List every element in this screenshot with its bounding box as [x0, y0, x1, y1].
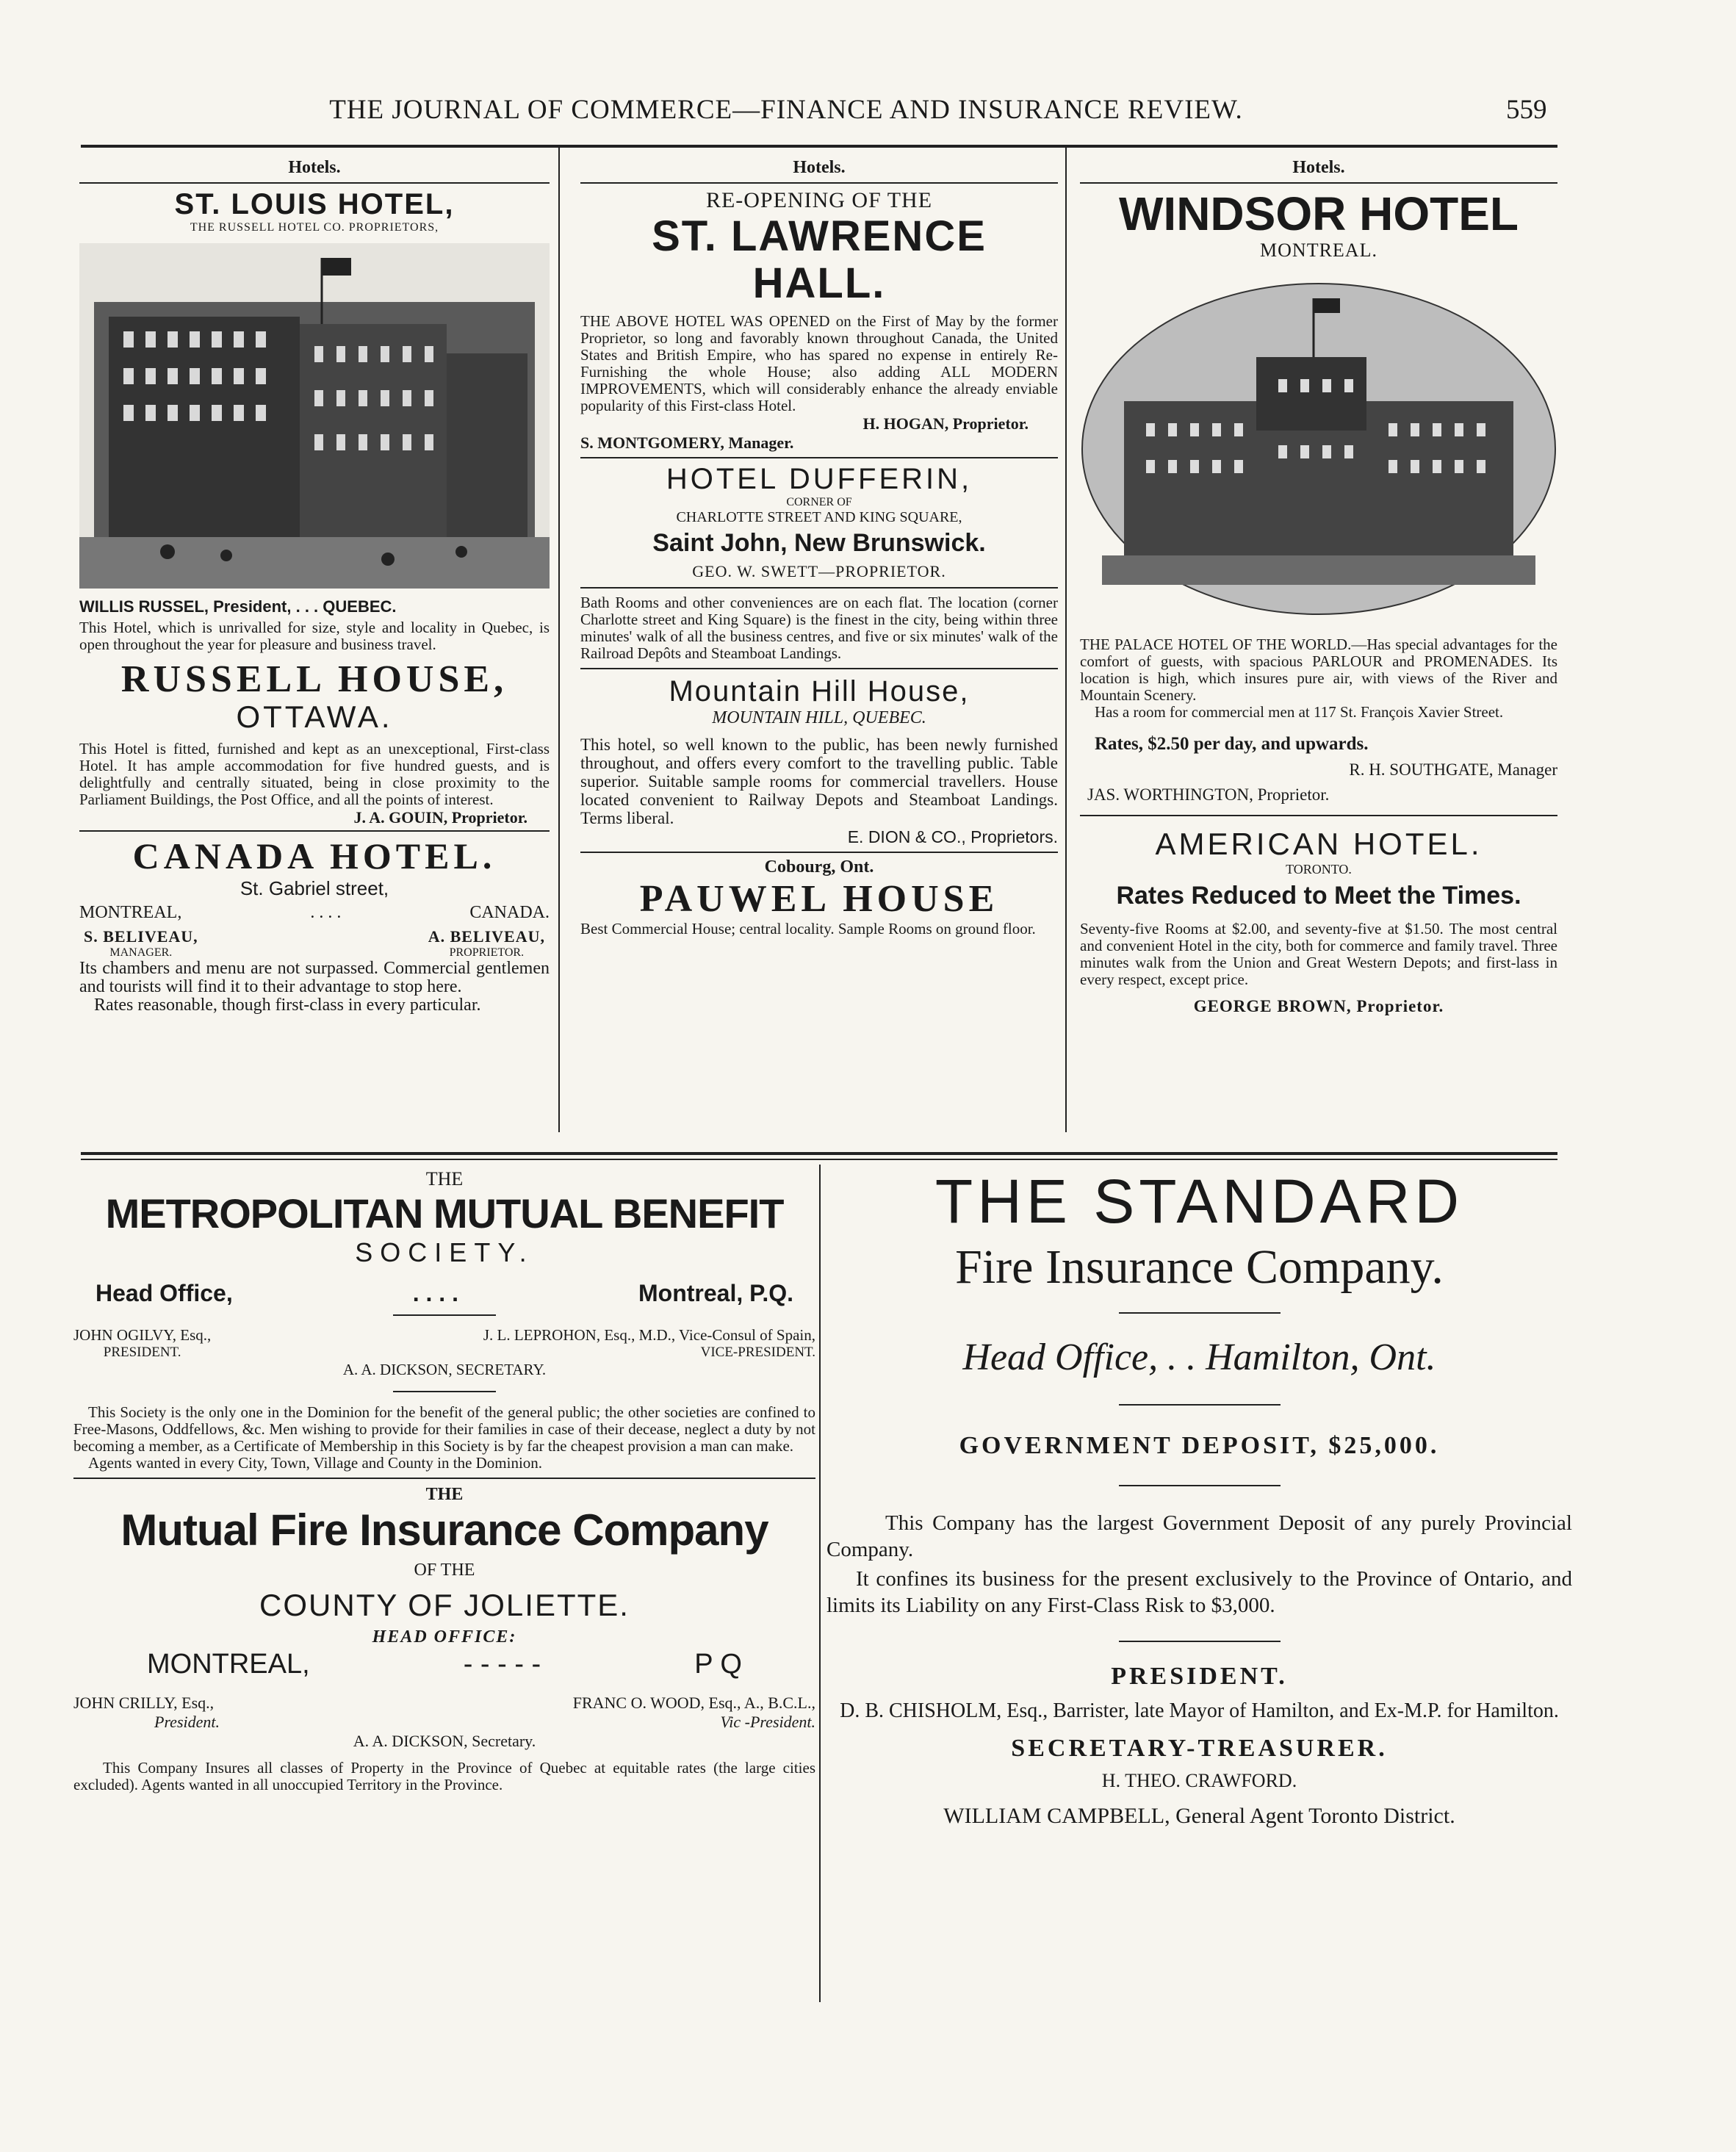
mountain-proprietor: E. DION & CO., Proprietors. — [847, 827, 1058, 846]
windsor-title: WINDSOR HOTEL — [1119, 187, 1519, 240]
rule — [73, 1478, 815, 1479]
rule — [580, 457, 1058, 458]
russell-proprietor: J. A. GOUIN, Proprietor. — [353, 808, 527, 827]
dufferin-city: Saint John, New Brunswick. — [652, 529, 986, 557]
metropolitan-vp-name: J. L. LEPROHON, Esq., M.D., Vice-Consul of Spain, — [483, 1326, 815, 1344]
standard-president: D. B. CHISHOLM, Esq., Barrister, late Mayor of Hamilton, and Ex-M.P. for Hamilton. — [840, 1699, 1559, 1722]
column-divider-2 — [1065, 148, 1067, 1132]
page-number: 559 — [1506, 95, 1547, 125]
section-heading: Hotels. — [793, 158, 846, 177]
dufferin-corner: CORNER OF — [786, 496, 852, 508]
standard-president-label: PRESIDENT. — [1111, 1663, 1288, 1690]
windsor-hotel-engraving — [1080, 276, 1557, 622]
american-title: AMERICAN HOTEL. — [1155, 827, 1483, 861]
metropolitan-society: SOCIETY. — [355, 1237, 534, 1267]
mountain-body: This hotel, so well known to the public, has been newly furnished throughout, and offers every comfort to the travelling public. Table superior. Suitable sample rooms for commercial travellers. House located convenient to Railway Depots and Steamboat Landings. Terms liberal. — [580, 735, 1058, 827]
lawrence-reopening: RE-OPENING OF THE — [705, 188, 933, 212]
pauwel-place: Cobourg, Ont. — [764, 857, 874, 877]
rule — [1119, 1404, 1281, 1406]
american-proprietor: GEORGE BROWN, Proprietor. — [1193, 997, 1444, 1015]
mutual-city: MONTREAL, — [147, 1649, 310, 1680]
russell-title: RUSSELL HOUSE, — [120, 658, 508, 700]
american-rates: Rates Reduced to Meet the Times. — [1116, 882, 1521, 910]
standard-title: THE STANDARD — [934, 1167, 1464, 1236]
rule — [1119, 1312, 1281, 1314]
dufferin-streets: CHARLOTTE STREET AND KING SQUARE, — [676, 509, 962, 525]
canada-body-2: Rates reasonable, though first-class in every particular. — [94, 996, 481, 1015]
metropolitan-the: THE — [425, 1168, 464, 1190]
dufferin-proprietor: GEO. W. SWETT—PROPRIETOR. — [692, 562, 946, 580]
mutual-county: COUNTY OF JOLIETTE. — [259, 1588, 630, 1622]
rule — [1080, 815, 1557, 816]
windsor-body-1: THE PALACE HOTEL OF THE WORLD.—Has special advantages for the comfort of guests, with spacious PARLOUR and PROMENADES. Its location is high, which insures pure air, with views of the River and Mountain Scenery. — [1080, 636, 1557, 704]
column-3 — [1080, 158, 1557, 1016]
lawrence-title: ST. LAWRENCE HALL. — [652, 212, 987, 307]
canada-city: MONTREAL, — [79, 903, 182, 922]
mid-rule-thin — [81, 1159, 1557, 1160]
mutual-the: THE — [425, 1485, 464, 1504]
windsor-proprietor: JAS. WORTHINGTON, Proprietor. — [1087, 785, 1330, 804]
rule — [580, 182, 1058, 184]
standard-secretary: H. THEO. CRAWFORD. — [1101, 1770, 1297, 1791]
st-louis-proprietors: THE RUSSELL HOTEL CO. PROPRIETORS, — [190, 221, 439, 234]
metropolitan-ad — [73, 1168, 815, 1793]
windsor-city: MONTREAL. — [1260, 240, 1377, 261]
canada-manager-title: MANAGER. — [109, 946, 173, 959]
american-body: Seventy-five Rooms at $2.00, and seventy-five at $1.50. The most central and convenient Hotel in the city, both for commerce and family travel. Three minutes walk from the Union and Great Western Depots; and first-lass in every respect, except price. — [1080, 920, 1557, 988]
rule — [580, 587, 1058, 589]
st-louis-body: This Hotel, which is unrivalled for size, style and locality in Quebec, is open throughout the year for pleasure and business travel. — [79, 619, 550, 653]
st-louis-title: ST. LOUIS HOTEL, — [174, 188, 455, 220]
section-heading: Hotels. — [1292, 158, 1345, 177]
mutual-dots: - - - - - — [463, 1649, 541, 1680]
rule — [79, 830, 550, 832]
dufferin-title: HOTEL DUFFERIN, — [666, 463, 973, 495]
pauwel-body: Best Commercial House; central locality. Sample Rooms on ground floor. — [580, 920, 1036, 938]
rule — [1119, 1641, 1281, 1642]
rule — [393, 1391, 496, 1392]
metropolitan-head-label: Head Office, — [96, 1280, 233, 1306]
metropolitan-head-dots: . . . . — [412, 1280, 458, 1306]
st-louis-hotel-engraving — [79, 243, 550, 589]
russell-city: OTTAWA. — [236, 699, 393, 734]
mutual-secretary: A. A. DICKSON, Secretary. — [353, 1732, 536, 1750]
standard-subtitle: Fire Insurance Company. — [955, 1240, 1444, 1294]
mutual-president-name: JOHN CRILLY, Esq., — [73, 1694, 215, 1712]
standard-ad — [826, 1168, 1572, 1829]
metropolitan-agents: Agents wanted in every City, Town, Village and County in the Dominion. — [88, 1454, 543, 1472]
dufferin-body: Bath Rooms and other conveniences are on each flat. The location (corner Charlotte street and King Square) is the finest in the city, being within three minutes' walk of all the business centres, and five or six minutes' walk of the Railroad Depôts and Steamboat Landings. — [580, 594, 1058, 662]
canada-street: St. Gabriel street, — [239, 877, 389, 899]
metropolitan-title: METROPOLITAN MUTUAL BENEFIT — [105, 1190, 784, 1237]
st-louis-president: WILLIS RUSSEL, President, . . . QUEBEC. — [79, 597, 397, 616]
russell-body: This Hotel is fitted, furnished and kept as an unexceptional, First-class Hotel. It has ample accommodation for five hundred guests, and is delightfully and centrally situated, being in close proximity to the Parliament Buildings, the Post Office, and all the points of interest. — [79, 740, 550, 808]
american-city: TORONTO. — [1286, 862, 1352, 877]
standard-head-office: Head Office, . . Hamilton, Ont. — [962, 1336, 1436, 1378]
lawrence-proprietor: H. HOGAN, Proprietor. — [862, 414, 1029, 433]
rule — [79, 182, 550, 184]
windsor-body-2: Has a room for commercial men at 117 St. François Xavier Street. — [1095, 703, 1504, 721]
standard-secretary-label: SECRETARY-TREASURER. — [1011, 1735, 1388, 1762]
section-heading: Hotels. — [288, 158, 341, 177]
lawrence-body: THE ABOVE HOTEL WAS OPENED on the First of May by the former Proprietor, so long and favorably known throughout Canada, the United States and British Empire, who has spared no expense in entirely Re-Furnishing the whole House; also adding ALL MODERN IMPROVEMENTS, which will considerably enhance the already enviable popularity of this First-class Hotel. — [580, 312, 1058, 414]
standard-deposit: GOVERNMENT DEPOSIT, $25,000. — [959, 1432, 1440, 1459]
mutual-body: This Company Insures all classes of Property in the Province of Quebec at equitable rates (the large cities excluded). Agents wanted in all unoccupied Territory in the Province. — [73, 1759, 815, 1793]
metropolitan-secretary: A. A. DICKSON, SECRETARY. — [342, 1361, 547, 1378]
windsor-rates: Rates, $2.50 per day, and upwards. — [1095, 734, 1369, 754]
rule — [1119, 1485, 1281, 1486]
mutual-head-label: HEAD OFFICE: — [372, 1627, 517, 1647]
standard-agent: WILLIAM CAMPBELL, General Agent Toronto District. — [943, 1804, 1455, 1828]
rule — [393, 1314, 496, 1316]
rule — [580, 668, 1058, 669]
mutual-of-the: OF THE — [414, 1561, 475, 1580]
canada-proprietor-name: A. BELIVEAU, — [428, 927, 545, 946]
metropolitan-vp-title: VICE-PRESIDENT. — [700, 1345, 815, 1360]
standard-body-1: This Company has the largest Government Deposit of any purely Provincial Company. — [826, 1511, 1572, 1561]
lawrence-manager: S. MONTGOMERY, Manager. — [580, 433, 794, 452]
metropolitan-president-title: PRESIDENT. — [103, 1345, 181, 1360]
windsor-manager: R. H. SOUTHGATE, Manager — [1349, 760, 1557, 779]
mutual-vp-title: Vic -President. — [720, 1713, 815, 1731]
rule — [1080, 182, 1557, 184]
standard-body-2: It confines its business for the present exclusively to the Province of Ontario, and limits its Liability on any First-Class Risk to $3,000. — [826, 1567, 1572, 1617]
metropolitan-body: This Society is the only one in the Dominion for the benefit of the general public; the other societies are confined to Free-Masons, Oddfellows, &c. Men wishing to provide for their families in case of their decease, neglect a duty by not becoming a member, as a Certificate of Membership in this Society is by far the cheapest provision a man can make. — [73, 1403, 815, 1455]
journal-title: THE JOURNAL OF COMMERCE—FINANCE AND INSURANCE REVIEW. — [329, 95, 1243, 125]
bottom-divider — [819, 1165, 821, 2002]
mutual-pq: P Q — [694, 1649, 742, 1680]
canada-body-1: Its chambers and menu are not surpassed. Commercial gentlemen and tourists will find it to their advantage to stop here. — [79, 959, 550, 996]
mountain-title: Mountain Hill House, — [669, 675, 970, 708]
canada-dots: . . . . — [310, 903, 342, 922]
top-rule — [81, 145, 1557, 148]
mountain-address: MOUNTAIN HILL, QUEBEC. — [712, 708, 926, 727]
rule — [580, 852, 1058, 853]
mutual-title: Mutual Fire Insurance Company — [120, 1505, 768, 1555]
metropolitan-head-city: Montreal, P.Q. — [638, 1280, 793, 1306]
canada-title: CANADA HOTEL. — [132, 835, 497, 877]
canada-country: CANADA. — [469, 903, 550, 922]
metropolitan-president-name: JOHN OGILVY, Esq., — [73, 1326, 212, 1344]
column-divider-1 — [558, 148, 560, 1132]
canada-manager-name: S. BELIVEAU, — [84, 927, 198, 946]
column-2 — [580, 158, 1058, 938]
mutual-president-title: President. — [154, 1713, 220, 1731]
canada-proprietor-title: PROPRIETOR. — [449, 946, 525, 959]
mutual-vp-name: FRANC O. WOOD, Esq., A., B.C.L., — [572, 1694, 815, 1712]
mid-rule — [81, 1152, 1557, 1155]
pauwel-title: PAUWEL HOUSE — [639, 878, 999, 920]
column-1 — [79, 158, 550, 1015]
